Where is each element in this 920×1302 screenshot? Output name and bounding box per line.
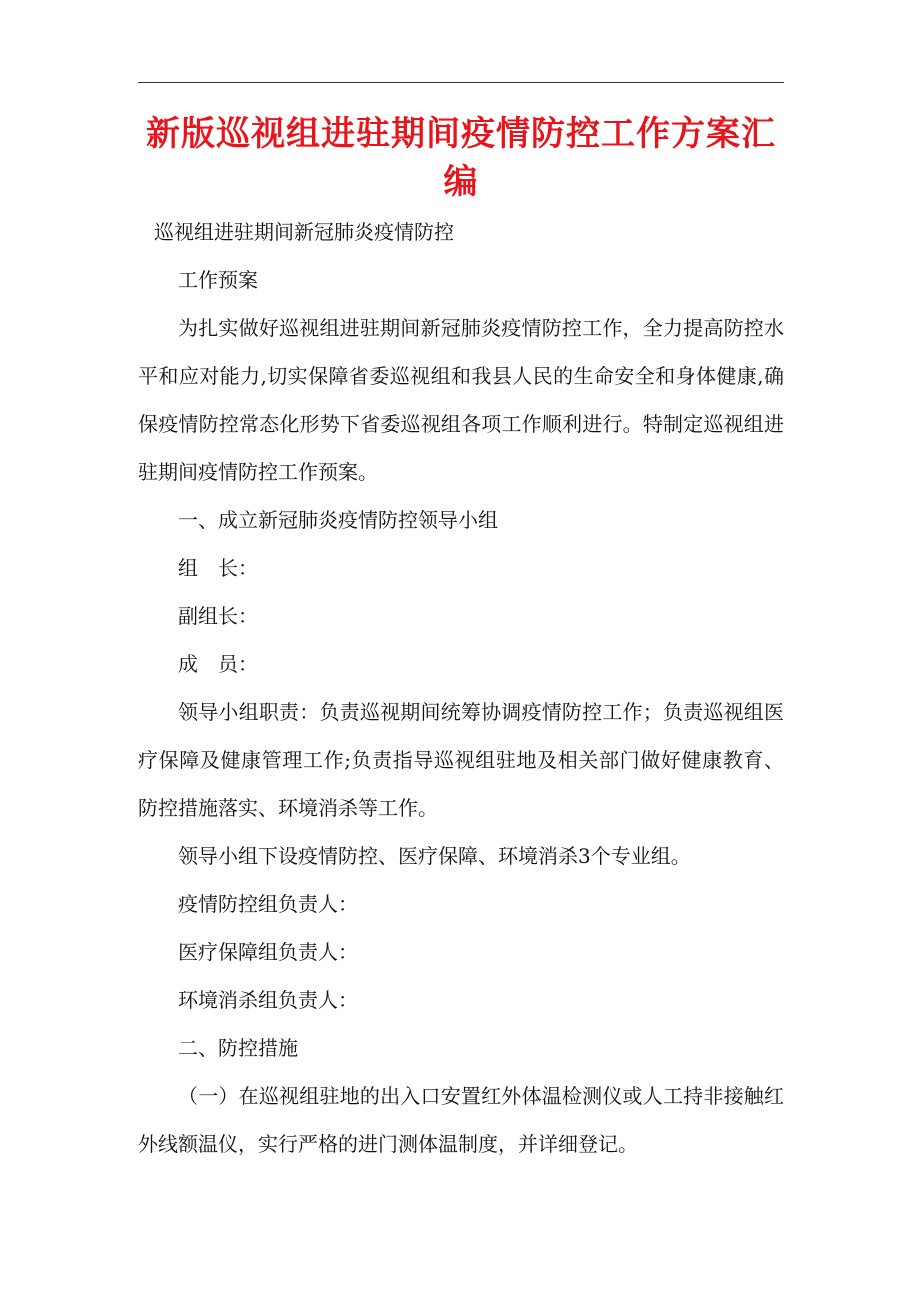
section-heading-1: 一、成立新冠肺炎疫情防控领导小组 (178, 508, 498, 532)
paragraph-subgroups: 领导小组下设疫情防控、医疗保障、环境消杀3个专业组。 (178, 844, 691, 868)
disinfection-lead-line: 环境消杀组负责人： (178, 988, 358, 1012)
medical-support-lead-line: 医疗保障组负责人： (178, 940, 358, 964)
subtitle-line-2: 工作预案 (178, 268, 258, 292)
deputy-leader-line: 副组长： (178, 604, 258, 628)
paragraph-measure-1: （一）在巡视组驻地的出入口安置红外体温检测仪或人工持非接触红外线额温仪，实行严格的进门测体温制度，并详细登记。 (138, 1084, 784, 1156)
header-rule (138, 82, 784, 83)
epidemic-control-lead-line: 疫情防控组负责人： (178, 892, 358, 916)
leader-line: 组 长： (178, 556, 258, 580)
document-title: 新版巡视组进驻期间疫情防控工作方案汇编 (146, 114, 776, 202)
subtitle-line-1: 巡视组进驻期间新冠肺炎疫情防控 (154, 220, 454, 244)
section-heading-2: 二、防控措施 (178, 1036, 298, 1060)
members-line: 成 员： (178, 652, 258, 676)
paragraph-intro: 为扎实做好巡视组进驻期间新冠肺炎疫情防控工作，全力提高防控水平和应对能力,切实保障省委巡视组和我县人民的生命安全和身体健康,确保疫情防控常态化形势下省委巡视组各项工作顺利进行。特制定巡视组进驻期间疫情防控工作预案。 (138, 316, 784, 484)
document-body (138, 208, 784, 1168)
paragraph-duties: 领导小组职责：负责巡视期间统筹协调疫情防控工作；负责巡视组医疗保障及健康管理工作;负责指导巡视组驻地及相关部门做好健康教育、防控措施落实、环境消杀等工作。 (138, 700, 784, 820)
